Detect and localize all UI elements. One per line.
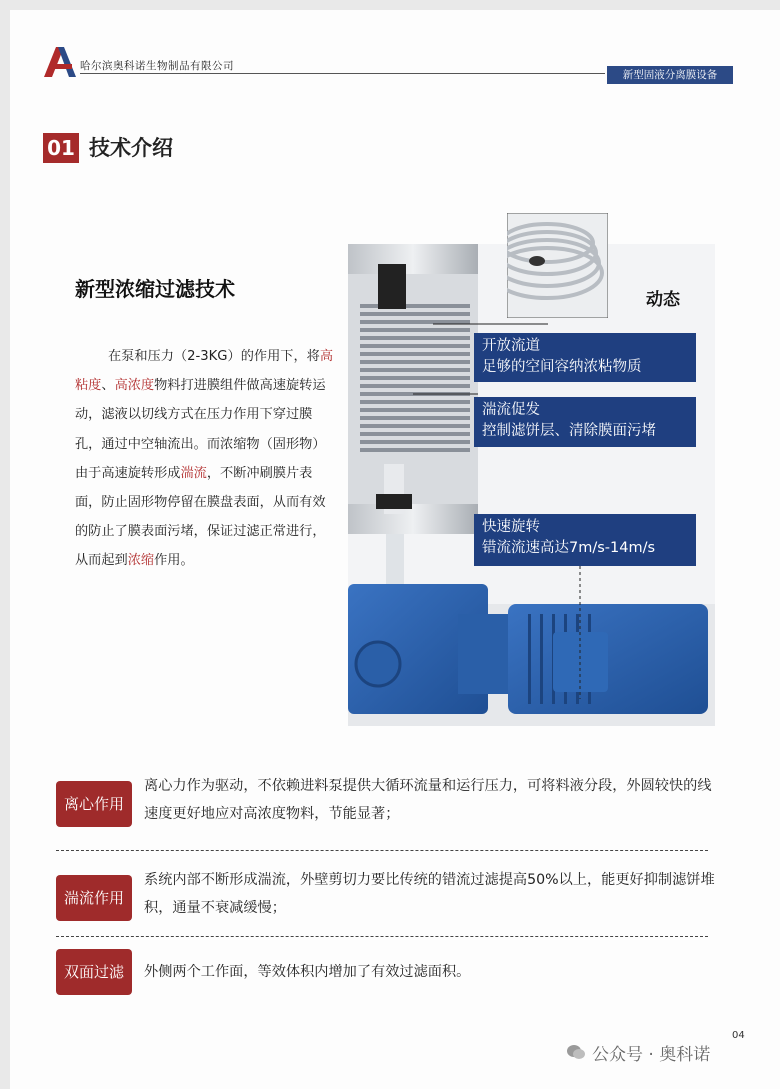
- body-text-1: 在泵和压力（2-3KG）的作用下，将: [108, 349, 320, 364]
- company-name: 哈尔滨奥科诺生物制品有限公司: [80, 60, 234, 72]
- watermark: 公众号 · 奥科诺: [592, 1045, 711, 1065]
- body-text-2: 物料打进膜组件做高速旋转运动，滤液以切线方式在压力作用下穿过膜孔，通过中空轴流出。而浓缩物（固形物）由于高速旋转形成: [75, 378, 326, 481]
- page-number: 04: [732, 1030, 745, 1041]
- disc-closeup-inset: [507, 213, 608, 318]
- callout-title: 湍流促发: [482, 402, 540, 418]
- wechat-icon: [566, 1043, 586, 1061]
- feature-text-turbulence: 系统内部不断形成湍流，外壁剪切力要比传统的错流过滤提高50%以上，能更好抑制滤饼堆积，通量不衰减缓慢；: [144, 872, 715, 916]
- body-paragraph: [75, 342, 335, 576]
- callout-desc: 控制滤饼层、清除膜面污堵: [482, 423, 656, 439]
- callout-fast-rotation: [474, 514, 696, 566]
- dynamic-label: 动态: [646, 290, 680, 310]
- section-number: 01: [43, 133, 79, 163]
- feature-text-double-sided: 外侧两个工作面，等效体积内增加了有效过滤面积。: [144, 964, 471, 980]
- highlight-turbulence: 湍流: [180, 465, 207, 481]
- feature-tag-turbulence: 湍流作用: [56, 875, 132, 921]
- feature-tag-centrifugal: 离心作用: [56, 781, 132, 827]
- body-text-3: ，不断冲刷膜片表面，防止固形物停留在膜盘表面，从而有效的防止了膜表面污堵，保证过滤正常进行，从而起到: [75, 465, 326, 569]
- body-separator: 、: [101, 378, 115, 394]
- feature-tag-double-sided: 双面过滤: [56, 949, 132, 995]
- callout-turbulence: [474, 397, 696, 447]
- callout-title: 开放流道: [482, 338, 540, 354]
- body-text-4: 作用。: [154, 553, 194, 569]
- company-logo: [42, 45, 78, 77]
- section-title: 技术介绍: [89, 136, 173, 160]
- callout-desc: 错流流速高达7m/s-14m/s: [482, 540, 656, 556]
- header-tag: 新型固液分离膜设备: [607, 66, 733, 84]
- dashed-divider: [56, 850, 708, 851]
- callout-open-channel: [474, 333, 696, 382]
- callout-title: 快速旋转: [482, 519, 540, 535]
- header-divider: [80, 73, 605, 74]
- highlight-concentration: 浓缩: [127, 553, 155, 569]
- highlight-high-viscosity: 高粘度: [75, 349, 334, 394]
- highlight-high-concentration: 高浓度: [114, 378, 155, 394]
- callout-desc: 足够的空间容纳浓粘物质: [482, 359, 642, 375]
- dashed-divider: [56, 936, 708, 937]
- subheading: 新型浓缩过滤技术: [75, 277, 235, 301]
- feature-text-centrifugal: 离心力作为驱动，不依赖进料泵提供大循环流量和运行压力，可将料液分段，外圆较快的线速度更好地应对高浓度物料，节能显著；: [144, 778, 712, 822]
